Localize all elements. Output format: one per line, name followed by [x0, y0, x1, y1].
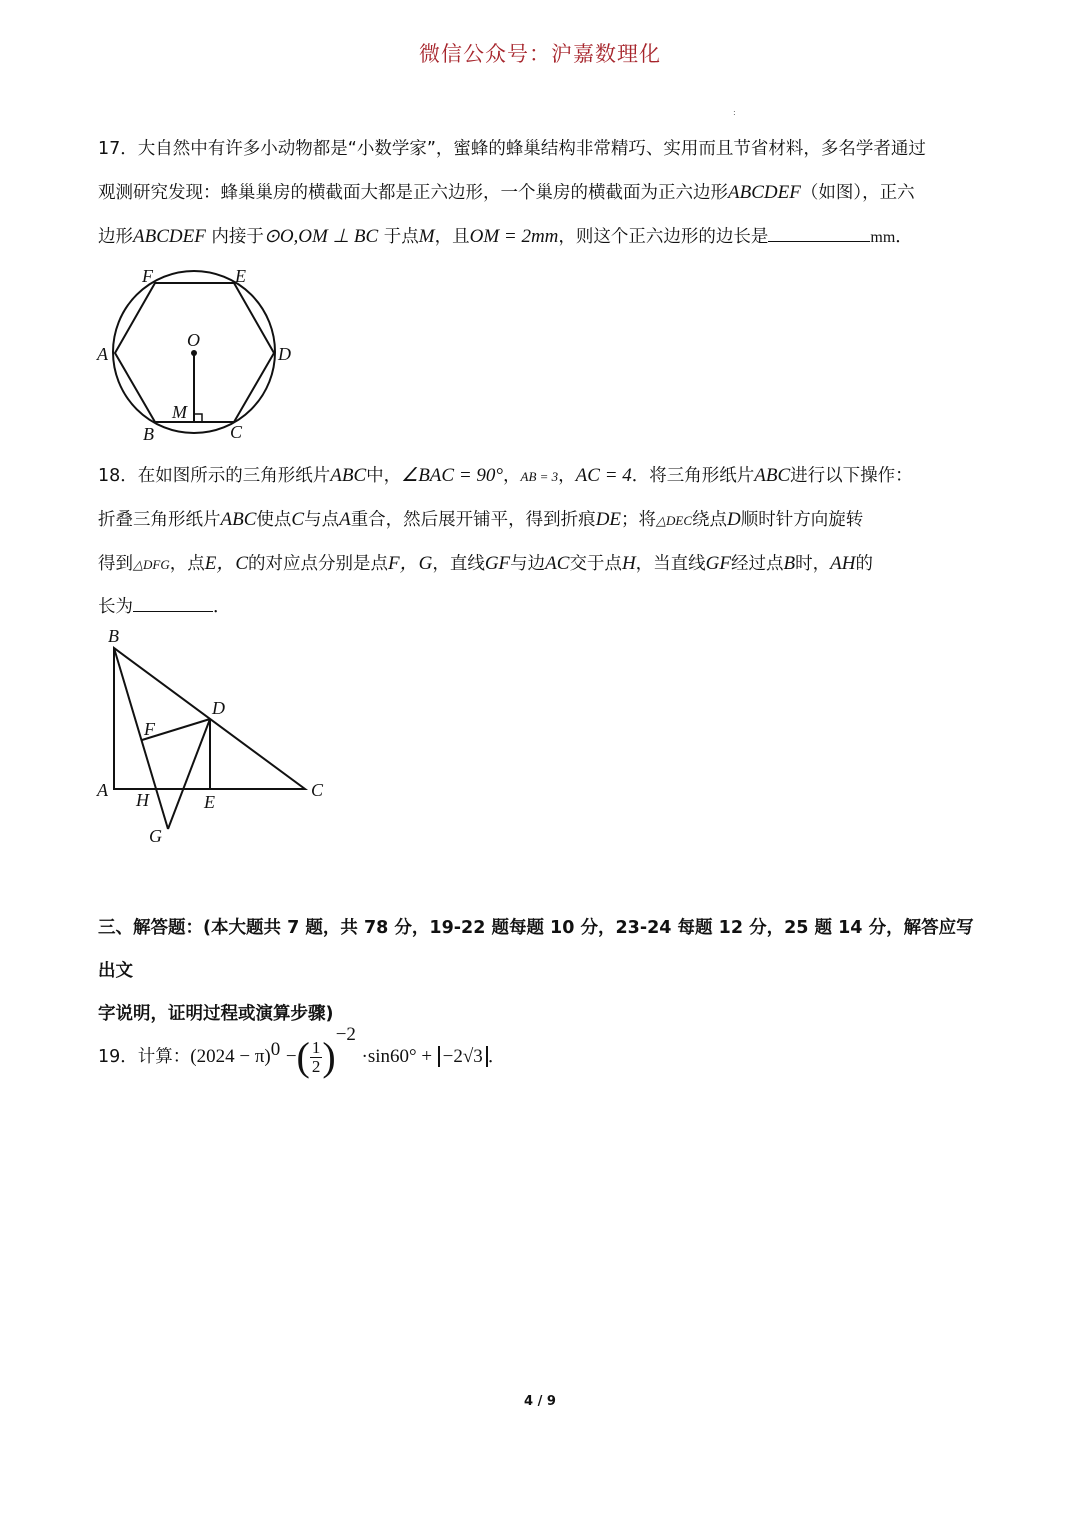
q18-triangle-dfg: △DFG — [133, 557, 170, 572]
q19-exponent-0: 0 — [270, 1039, 281, 1061]
q18-line1-text-b: 中， — [366, 466, 402, 486]
q19-end: ． — [487, 1047, 506, 1067]
q18-triangle-dec: △DEC — [656, 513, 693, 528]
q18-number: 18． — [98, 466, 138, 486]
q18-label-c: C — [311, 780, 324, 800]
q17-label-a: A — [97, 344, 108, 364]
q18-line1-text-a: 在如图所示的三角形纸片 — [137, 466, 331, 486]
q17-line3-text-c: 于点 — [383, 227, 419, 247]
q18-triangle-abc: ABC — [330, 465, 367, 486]
q18-point-c: C — [291, 509, 305, 530]
q19-term-3: ·sin60° + — [361, 1046, 433, 1067]
q18-end: ． — [213, 597, 231, 617]
q18-line2-text-f: 绕点 — [692, 510, 728, 530]
q17-line-3 — [98, 215, 986, 259]
q17-circle-expression: ⊙O,OM ⊥ BC — [263, 226, 379, 247]
q18-line3-text-a: 得到 — [98, 554, 133, 574]
q17-center-point — [191, 350, 197, 356]
q18-point-a: A — [339, 509, 351, 530]
q17-line-1 — [98, 128, 986, 171]
q17-line3-text-e: ，则这个正六边形的边长是 — [558, 227, 769, 247]
q18-comma-1: ， — [503, 466, 521, 486]
q18-label-e: E — [204, 792, 215, 812]
q17-line1-text: 大自然中有许多小动物都是“小数学家”，蜜蜂的蜂巢结构非常精巧、实用而且节省材料，多名学者通过 — [137, 139, 926, 159]
q17-line3-text-a: 边形 — [98, 227, 133, 247]
q18-points-fg: F，G — [388, 553, 433, 574]
q19-term-1: (2024 − π) — [190, 1046, 271, 1067]
q18-answer-blank[interactable] — [133, 591, 213, 612]
q18-line-gf: GF — [484, 553, 511, 574]
q17-line3-text-b: 内接于 — [211, 227, 264, 247]
question-17 — [98, 128, 986, 259]
q19-absolute-value: −2√3 — [438, 1046, 488, 1067]
q19-fraction — [310, 1039, 323, 1076]
q18-line3-text-e: 与边 — [510, 554, 546, 574]
q17-label-o: O — [187, 330, 200, 350]
q18-points-ec: E，C — [204, 553, 248, 574]
q18-label-d: D — [212, 698, 225, 718]
q18-figure-triangle — [92, 622, 342, 852]
q18-side-ac: AC — [545, 553, 570, 574]
q17-hexagon-name-2: ABCDEF — [133, 226, 206, 247]
q17-label-f: F — [142, 266, 153, 286]
q18-line3-text-j: 的 — [855, 554, 873, 574]
q18-line-gf-2: GF — [705, 553, 731, 574]
q18-point-d: D — [727, 509, 741, 530]
q18-label-g: G — [149, 826, 162, 846]
q18-angle-expression: ∠BAC = 90° — [401, 465, 504, 486]
q18-line1-text-c: ．将三角形纸片 — [631, 466, 755, 486]
question-19 — [98, 1010, 986, 1082]
q17-point-m: M — [418, 226, 435, 247]
q18-point-h: H — [621, 553, 636, 574]
q18-label-f: F — [144, 719, 155, 739]
q18-line-1 — [98, 454, 986, 498]
q17-label-m: M — [172, 402, 187, 422]
page-mark: : — [733, 108, 736, 117]
q19-exponent-neg2: −2 — [335, 1024, 356, 1045]
q17-line2-text-a: 观测研究发现：蜂巢巢房的横截面大都是正六边形，一个巢房的横截面为正六边形 — [98, 183, 728, 203]
q17-line3-text-d: ，且 — [434, 227, 470, 247]
q18-line2-text-e: ；将 — [621, 510, 657, 530]
q18-line3-text-d: ，直线 — [432, 554, 485, 574]
q18-label-a: A — [97, 780, 108, 800]
q19-label: 计算： — [137, 1047, 191, 1067]
q18-label-b: B — [108, 626, 119, 646]
q17-label-c: C — [230, 422, 243, 442]
q17-label-e: E — [235, 266, 246, 286]
q17-line-2 — [98, 171, 986, 215]
q18-line3-text-i: 时， — [795, 554, 831, 574]
q17-figure-hexagon — [92, 260, 304, 445]
q17-right-angle-mark — [194, 414, 202, 422]
q18-line-2 — [98, 498, 986, 542]
q18-line3-text-g: ，当直线 — [635, 554, 706, 574]
q17-hexagon-name: ABCDEF — [728, 182, 801, 203]
q18-line2-text-d: 重合，然后展开铺平，得到折痕 — [350, 510, 596, 530]
q18-segment-ah: AH — [830, 553, 856, 574]
q18-triangle-abc-2: ABC — [754, 465, 791, 486]
q19-minus: − — [285, 1046, 297, 1067]
q18-line4-text-a: 长为 — [98, 597, 133, 617]
q17-number: 17． — [98, 139, 138, 159]
q17-om-expression: OM = 2mm — [469, 226, 559, 247]
q18-line3-text-h: 经过点 — [731, 554, 784, 574]
q18-line2-text-c: 与点 — [304, 510, 340, 530]
q18-point-b: B — [783, 553, 796, 574]
q17-end: ． — [895, 227, 913, 247]
q18-crease-de: DE — [595, 509, 622, 530]
q18-line3-text-f: 交于点 — [569, 554, 622, 574]
q19-right-paren: ) — [322, 1034, 336, 1079]
q18-ac-expression: AC = 4 — [575, 465, 632, 486]
q18-triangle-abc-3: ABC — [220, 509, 257, 530]
q18-label-h: H — [136, 790, 149, 810]
question-18 — [98, 454, 986, 629]
q18-ab-expression: AB = 3 — [520, 469, 559, 484]
q17-answer-blank[interactable] — [768, 221, 870, 242]
q19-fraction-numerator: 1 — [311, 1037, 321, 1057]
q18-line2-text-a: 折叠三角形纸片 — [98, 510, 221, 530]
q19-fraction-denominator: 2 — [311, 1056, 321, 1076]
q18-line2-text-g: 顺时针方向旋转 — [740, 510, 864, 530]
page-number: 4 / 9 — [524, 1394, 556, 1409]
q17-label-b: B — [143, 424, 154, 444]
q19-left-paren: ( — [296, 1034, 310, 1079]
section-3-line-2: 字说明，证明过程或演算步骤) — [98, 1004, 334, 1024]
q17-line2-text-b: （如图），正六 — [800, 183, 915, 203]
q18-line3-text-c: 的对应点分别是点 — [248, 554, 388, 574]
q18-line3-text-b: ，点 — [169, 554, 205, 574]
q18-segment-dg — [168, 719, 210, 829]
q19-number: 19． — [98, 1047, 138, 1067]
q18-comma-2: ， — [558, 466, 576, 486]
q18-line-3 — [98, 542, 986, 586]
q18-line2-text-b: 使点 — [256, 510, 292, 530]
q17-unit: mm — [870, 229, 896, 246]
q18-line1-text-d: 进行以下操作： — [790, 466, 913, 486]
section-3-line-1: 三、解答题：(本大题共 7 题，共 78 分，19-22 题每题 10 分，23-24 每题 12 分，25 题 14 分，解答应写出文 — [98, 918, 974, 981]
page-header: 微信公众号：沪嘉数理化 — [419, 42, 661, 66]
q17-label-d: D — [278, 344, 291, 364]
